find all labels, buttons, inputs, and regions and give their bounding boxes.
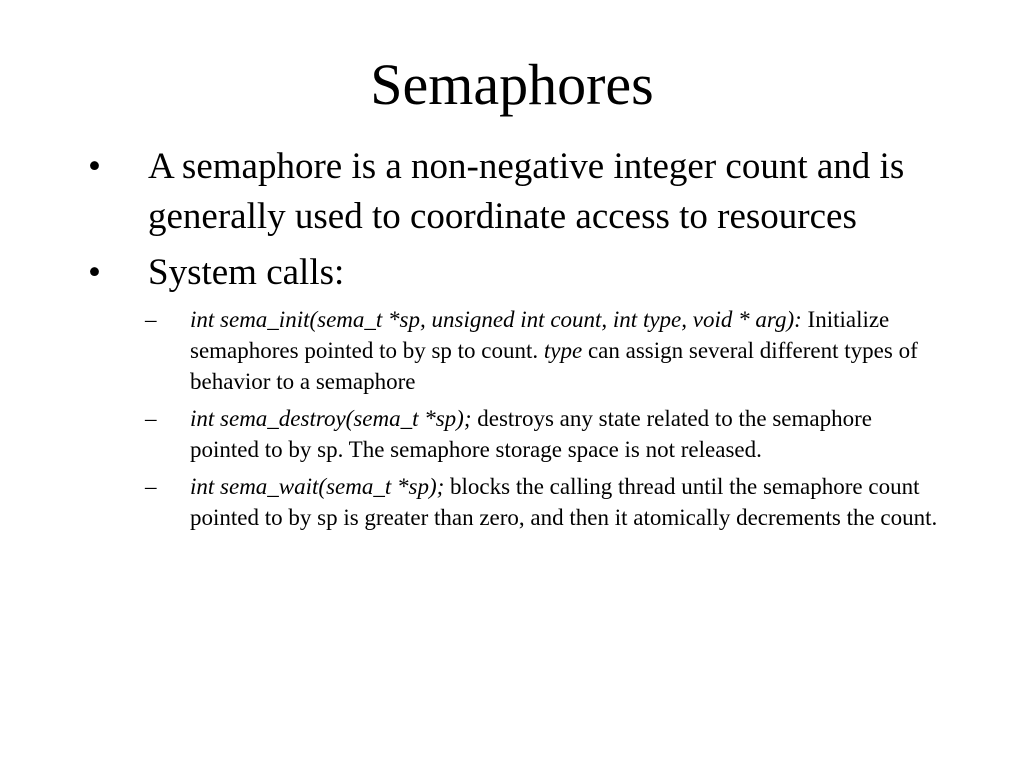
sub-item-sema-wait bbox=[0, 471, 940, 533]
sub-text: can assign several different types of behavior to a semaphore bbox=[190, 338, 918, 394]
bullet-text: A semaphore is a non-negative integer count and is generally used to coordinate access to resources bbox=[148, 146, 905, 237]
sub-text: Initialize semaphores pointed to by sp to count. bbox=[190, 307, 890, 363]
slide-content bbox=[0, 142, 1024, 539]
bullet-item bbox=[0, 248, 908, 298]
sub-marker: – bbox=[145, 474, 157, 499]
slide-title: Semaphores bbox=[370, 52, 654, 117]
sub-item-sema-init bbox=[0, 304, 940, 397]
function-signature: int sema_wait(sema_t *sp); bbox=[190, 474, 445, 499]
bullet-marker: • bbox=[88, 252, 101, 293]
sub-item-sema-destroy bbox=[0, 403, 940, 465]
sub-text: destroys any state related to the semaphore pointed to by sp. The semaphore storage space is not released. bbox=[190, 406, 872, 462]
bullet-item bbox=[0, 142, 908, 242]
function-signature: int sema_init(sema_t *sp, unsigned int count, int type, void * arg): bbox=[190, 307, 802, 332]
function-signature: int sema_destroy(sema_t *sp); bbox=[190, 406, 472, 431]
type-keyword: type bbox=[543, 338, 583, 363]
bullet-text: System calls: bbox=[148, 252, 345, 293]
sub-marker: – bbox=[145, 406, 157, 431]
sub-marker: – bbox=[145, 307, 157, 332]
sub-text: blocks the calling thread until the semaphore count pointed to by sp is greater than zero, and then it atomically decrements the count. bbox=[190, 474, 938, 530]
bullet-marker: • bbox=[88, 146, 101, 187]
